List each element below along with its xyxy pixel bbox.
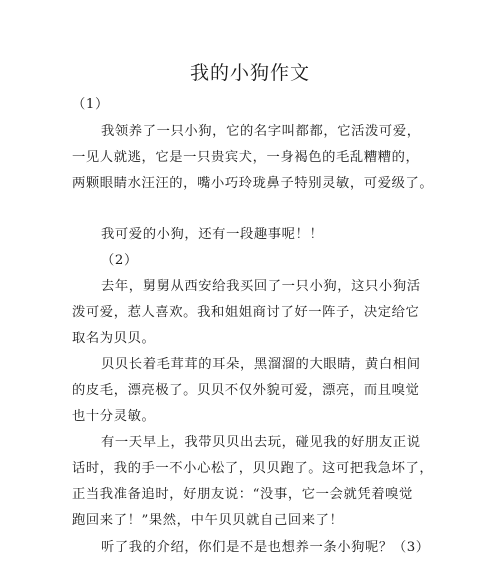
paragraph-line: 有一天早上，我带贝贝出去玩，碰见我的好朋友正说: [101, 435, 421, 450]
paragraph-line: 贝贝长着毛茸茸的耳朵，黑溜溜的大眼睛，黄白相间: [101, 357, 421, 372]
paragraph-line: 我可爱的小狗，还有一段趣事呢！！: [101, 227, 324, 242]
paragraph-line: 听了我的介绍，你们是不是也想养一条小狗呢？（3）: [101, 540, 430, 555]
paragraph-line: 去年，舅舅从西安给我买回了一只小狗，这只小狗活: [101, 279, 421, 294]
paragraph-line: 正当我准备追时，好朋友说：“没事，它一会就凭着嗅觉: [72, 487, 413, 502]
section-marker-2: （2）: [101, 253, 138, 268]
paragraph-line: 的皮毛，漂亮极了。贝贝不仅外貌可爱，漂亮，而且嗅觉: [72, 383, 420, 398]
document-title: 我的小狗作文: [189, 62, 310, 84]
paragraph-line: 我领养了一只小狗，它的名字叫都都，它活泼可爱，: [101, 124, 421, 139]
paragraph-line: 也十分灵敏。: [72, 409, 156, 424]
paragraph-line: 泼可爱，惹人喜欢。我和姐姐商讨了好一阵子，决定给它: [72, 305, 420, 320]
paragraph-line: 跑回来了！”果然，中午贝贝就自己回来了！: [72, 513, 344, 528]
paragraph-line: 取名为贝贝。: [72, 331, 156, 346]
section-marker-1: （1）: [72, 97, 109, 112]
paragraph-line: 话时，我的手一不小心松了，贝贝跑了。这可把我急坏了，: [72, 461, 434, 476]
paragraph-line: 两颗眼睛水汪汪的，嘴小巧玲珑鼻子特别灵敏，可爱级了。: [72, 176, 434, 191]
paragraph-line: 一见人就逃，它是一只贵宾犬，一身褐色的毛乱糟糟的，: [72, 150, 420, 165]
